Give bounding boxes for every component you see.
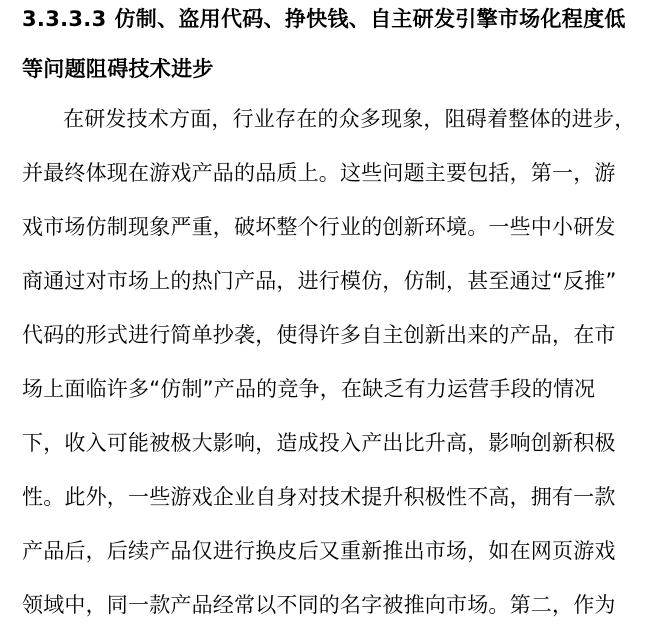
- body-paragraph: [22, 92, 636, 632]
- section-heading: [22, 0, 626, 44]
- paragraph-line: 在研发技术方面，行业存在的众多现象，阻碍着整体的进步，: [63, 107, 636, 131]
- paragraph-line: 下，收入可能被极大影响，造成投入产出比升高，影响创新积极: [22, 431, 616, 455]
- paragraph-line: 领域中，同一款产品经常以不同的名字被推向市场。第二，作为: [22, 593, 616, 617]
- paragraph-line: 并最终体现在游戏产品的品质上。这些问题主要包括，第一，游: [22, 161, 616, 185]
- paragraph-line: 产品后，后续产品仅进行换皮后又重新推出市场，如在网页游戏: [22, 539, 616, 563]
- paragraph-line: 场上面临许多“仿制”产品的竞争，在缺乏有力运营手段的情况: [22, 377, 596, 401]
- paragraph-line: 商通过对市场上的热门产品，进行模仿，仿制，甚至通过“反推”: [22, 269, 617, 293]
- paragraph-line: 戏市场仿制现象严重，破坏整个行业的创新环境。一些中小研发: [22, 215, 616, 239]
- paragraph-line: 代码的形式进行简单抄袭，使得许多自主创新出来的产品，在市: [22, 323, 616, 347]
- paragraph-line: 性。此外，一些游戏企业自身对技术提升积极性不高，拥有一款: [22, 485, 616, 509]
- document-page: [22, 0, 636, 632]
- section-number: 3.3.3.3: [22, 7, 107, 31]
- section-title-line1: 仿制、盗用代码、挣快钱、自主研发引擎市场化程度低: [114, 7, 626, 31]
- section-heading-continued: 等问题阻碍技术进步: [22, 57, 214, 81]
